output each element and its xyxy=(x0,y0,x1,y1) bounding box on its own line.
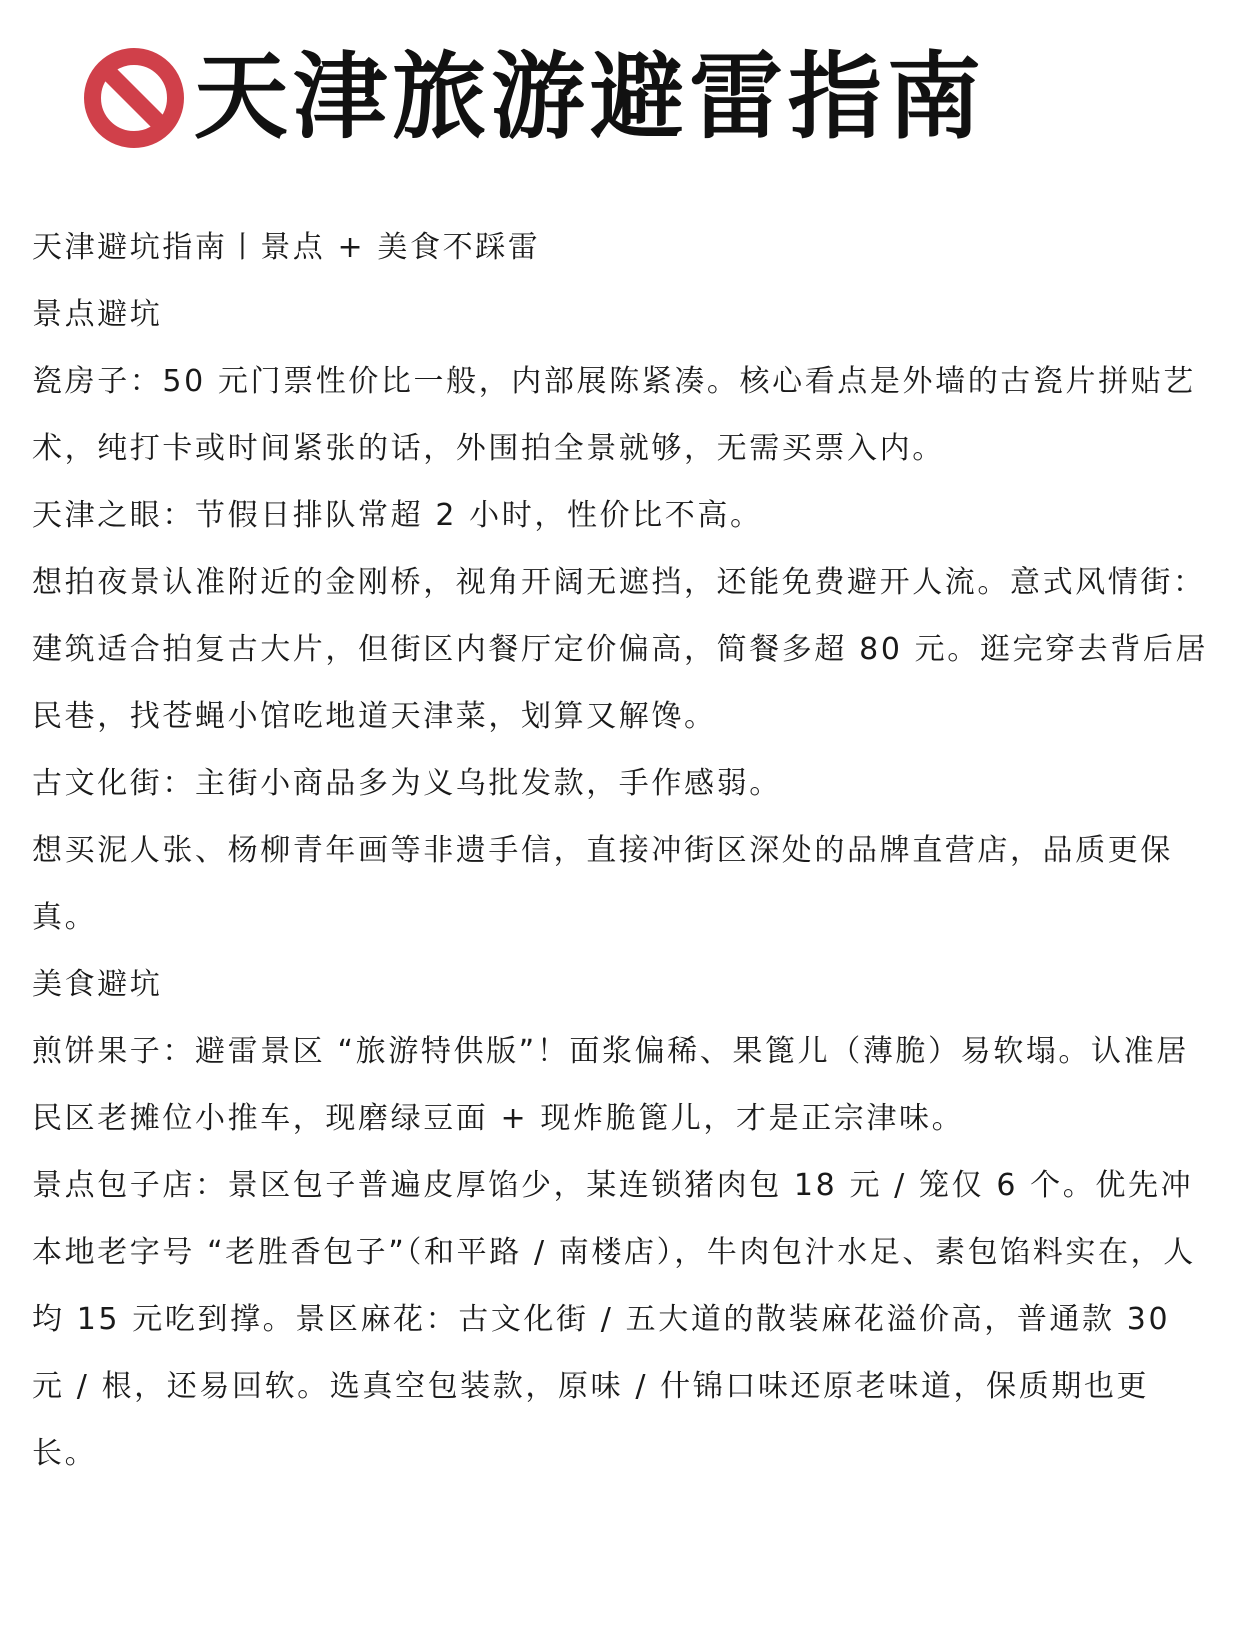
title-row xyxy=(84,43,987,152)
paragraph-tianjin-eye: 天津之眼：节假日排队常超 2 小时，性价比不高。 xyxy=(32,498,763,533)
subtitle: 天津避坑指南丨景点 + 美食不踩雷 xyxy=(32,230,541,265)
paragraph-porcelain-house: 瓷房子：50 元门票性价比一般，内部展陈紧凑。核心看点是外墙的古瓷片拼贴艺术，纯打卡或时间紧张的话，外围拍全景就够，无需买票入内。 xyxy=(32,364,1196,466)
section-heading-sights: 景点避坑 xyxy=(32,297,163,332)
article-body xyxy=(32,214,1212,1487)
page-title: 天津旅游避雷指南 xyxy=(194,43,987,152)
paragraph-jianbing: 煎饼果子：避雷景区 “旅游特供版”！面浆偏稀、果篦儿（薄脆）易软塌。认准居民区老摊位小推车，现磨绿豆面 + 现炸脆篦儿，才是正宗津味。 xyxy=(32,1034,1189,1136)
section-heading-food: 美食避坑 xyxy=(32,967,163,1002)
no-entry-icon xyxy=(84,48,184,148)
paragraph-baozi-mahua: 景点包子店：景区包子普遍皮厚馅少，某连锁猪肉包 18 元 / 笼仅 6 个。优先冲本地老字号 “老胜香包子”（和平路 / 南楼店），牛肉包汁水足、素包馅料实在，人均 15 元吃到撑。景区麻花：古文化街 / 五大道的散装麻花溢价高，普通款 30 元 / 根，还易回软。选真空包装款，原味 / 什锦口味还原老味道，保质期也更长。 xyxy=(32,1168,1196,1471)
paragraph-italian-street: 想拍夜景认准附近的金刚桥，视角开阔无遮挡，还能免费避开人流。意式风情街：建筑适合拍复古大片，但街区内餐厅定价偏高，简餐多超 80 元。逛完穿去背后居民巷，找苍蝇小馆吃地道天津菜，划算又解馋。 xyxy=(32,565,1209,734)
paragraph-souvenirs: 想买泥人张、杨柳青年画等非遗手信，直接冲街区深处的品牌直营店，品质更保真。 xyxy=(32,833,1173,935)
paragraph-ancient-culture-street: 古文化街：主街小商品多为义乌批发款，手作感弱。 xyxy=(32,766,782,801)
